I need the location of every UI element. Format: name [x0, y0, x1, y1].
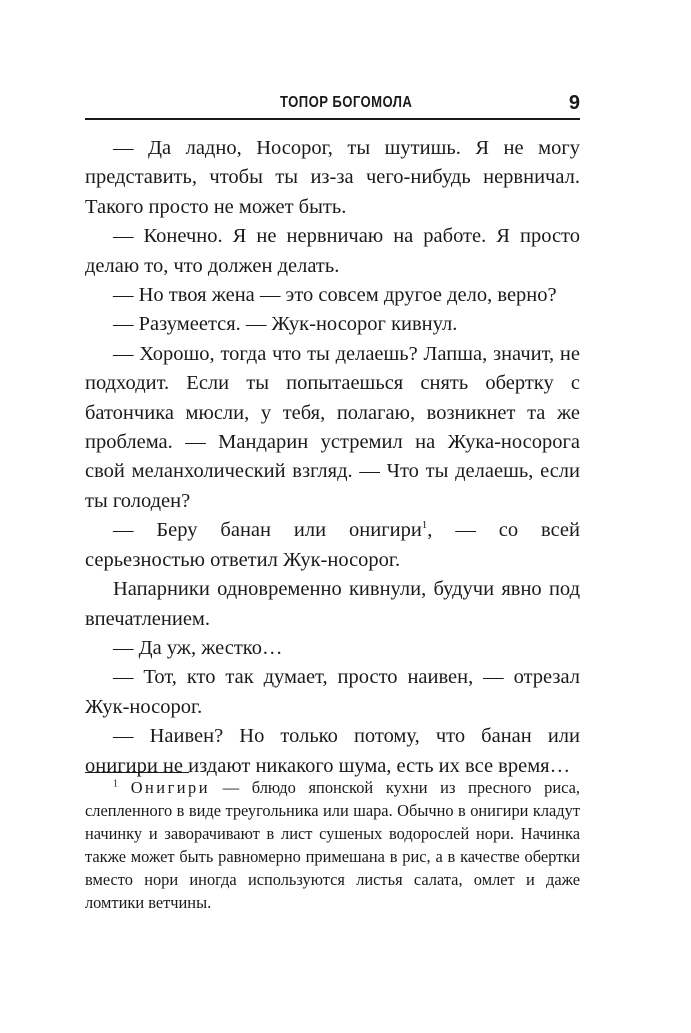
paragraph: — Да уж, жестко… [113, 636, 283, 659]
paragraph: Напарники одновременно кивнули, будучи явно под впечатлением. [85, 578, 580, 630]
paragraph: — Но твоя жена — это совсем другое дело, верно? [113, 284, 557, 307]
paragraph: — Да ладно, Носорог, ты шутишь. Я не могу представить, чтобы ты из-за чего-нибудь нервничал. Такого просто не может быть. [85, 137, 580, 218]
running-header [85, 94, 580, 116]
footnote-text: — блюдо японской кухни из пресного риса, слепленного в виде треугольника или шара. Обычно в онигири кладут начинку и заворачивают в лист сушеных водорослей нори. Начинка также может быть равномерно примешана в рис, а в качестве обертки вместо нори иногда используются листья салата, омлет и даже ломтики ветчины. [85, 778, 580, 912]
footnote-term: Онигири [130, 778, 211, 797]
main-text [85, 134, 580, 781]
footnote-separator [85, 772, 189, 773]
paragraph-text: — Беру банан или онигири [113, 519, 422, 542]
footnote-mark: 1 [113, 778, 118, 790]
paragraph: — Хорошо, тогда что ты делаешь? Лапша, значит, не подходит. Если ты попытаешься снять обертку с батончика мюсли, у тебя, полагаю, возникнет та же проблема. — Мандарин устремил на Жука-носорога свой меланхолический взгляд. — Что ты делаешь, если ты голоден? [85, 342, 580, 512]
running-title: ТОПОР БОГОМОЛА [279, 94, 412, 111]
paragraph: — Тот, кто так думает, просто наивен, — отрезал Жук-носорог. [85, 666, 580, 718]
footnote [85, 776, 580, 914]
paragraph: — Наивен? Но только потому, что банан или онигири не издают никакого шума, есть их все время… [85, 725, 580, 777]
paragraph-text: , — со всей серьезностью ответил Жук-носорог. [85, 519, 580, 571]
header-rule [85, 118, 580, 120]
page-number: 9 [568, 92, 580, 114]
paragraph: — Разумеется. — Жук-носорог кивнул. [113, 313, 458, 336]
footnote-reference[interactable]: 1 [421, 519, 428, 532]
paragraph-with-footnote [85, 516, 580, 575]
paragraph: — Конечно. Я не нервничаю на работе. Я просто делаю то, что должен делать. [85, 225, 580, 277]
